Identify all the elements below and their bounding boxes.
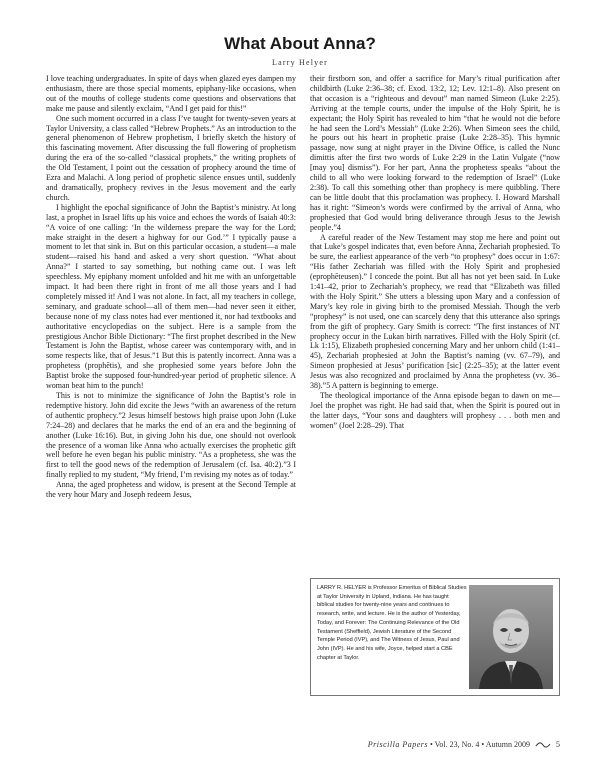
paragraph: The theological importance of the Anna episode began to dawn on me—Joel the prophet was right. He had said that, when the Spirit is poured out in the latter days, “Your sons and daughters will prophesy . . . both men and women” (Joel 2:28–29). That [310,391,560,430]
issue-info: • Vol. 23, No. 4 • Autumn 2009 [430,740,530,749]
author-bio-text: LARRY R. HELYER is Professor Emeritus of Biblical Studies at Taylor University in Upland, Indiana. He has taught biblical studies for twenty-nine years and continues to research, write, and lecture. He is the author of Yesterday, Today, and Forever: The Continuing Relevance of the Old Testament (Sheffield), Jewish Literature of the Second Temple Period (IVP), and The Witness of Jesus, Paul and John (IVP). He and his wife, Joyce, helped start a CBE chapter at Taylor. [317,585,467,661]
paragraph: This is not to minimize the significance of John the Baptist’s role in redemptive history. John did excite the Jews “with an awareness of the return of authentic prophecy.”2 Jesus himself bestows high praise upon John (Luke 7:24–28) and declares that he marks the end of an era and the beginning of another (Luke 16:16). But, in giving John his due, one should not overlook the presence of a woman like Anna who actually exercises the prophetic gift well before he even began his public ministry. “As a prophetess, she was the first to tell the good news of the redemption of Jerusalem (cf. Isa. 40:2).”3 I finally replied to my student, “My friend, I’m revising my notes as of today.” [46,391,296,480]
author-bio-box [310,578,560,696]
paragraph: Anna, the aged prophetess and widow, is present at the Second Temple at the very hour Mary and Joseph redeem Jesus, [46,480,296,500]
paragraph: I highlight the epochal significance of John the Baptist’s ministry. At long last, a prophet in Israel lifts up his voice and echoes the words of Isaiah 40:3: “A voice of one calling: ‘In the wilderness prepare the way for the Lord; make straight in the desert a highway for our God.’” I typically pause a moment to let that sink in. But on this particular occasion, a student—a male student—raised his hand and asked a very short question. “What about Anna?” I started to say something, but nothing came out. I was left speechless. My epiphany moment unfolded and hit me with an unforgettable impact. It had been there right in front of me all those years and I had completely missed it! And I was not alone. In fact, all my teachers in college, seminary, and graduate school—all of them men—had never seen it either, because none of my class notes had ever mentioned it, nor had textbooks and authoritative encyclopedias on the subject. Here is a sample from the prestigious Anchor Bible Dictionary: “The first prophet described in the New Testament is John the Baptist, whose career was contemporary with, and in some respects like, that of Jesus.”1 But this is patently incorrect. Anna was a prophetess (prophētis), and she prophesied some years before John the Baptist broke the supposed four-hundred-year period of prophetic silence. A woman beat him to the punch! [46,202,296,391]
tilde-ornament-icon [535,741,551,749]
journal-name: Priscilla Papers [367,740,429,749]
author-photo [469,585,553,689]
left-column [46,74,296,750]
article-title: What About Anna? [224,34,376,53]
paragraph: I love teaching undergraduates. In spite of days when glazed eyes dampen my enthusiasm, there are those special moments, epiphany-like occasions, when out of the mouths of college students come questions and observations that make me pause and silently exclaim, “And I get paid for this!” [46,74,296,113]
paragraph: A careful reader of the New Testament may stop me here and point out that Luke’s gospel indicates that, even before Anna, Zechariah prophesied. To be sure, the earliest appearance of the verb “to prophesy” does occur in 1:67: “His father Zechariah was filled with the Holy Spirit and prophesied (eprophēteusen).” I concede the point. But all has not yet been said. In Luke 1:41–42, prior to Zechariah’s prophecy, we read that “Elizabeth was filled with the Holy Spirit.” She utters a blessing upon Mary and a confession of Mary’s key role in giving birth to the promised Messiah. Though the verb “prophesy” is not used, one can scarcely deny that this utterance also springs from the gift of prophecy. Gary Smith is correct: “The first instances of NT prophecy occur in the Lukan birth narratives. Filled with the Holy Spirit (cf. Lk 1:15), Elizabeth prophesied concerning Mary and her unborn child (1:41–45), Zechariah prophesied at John the Baptist’s naming (vv. 67–79), and Simeon prophesied at Jesus’ purification [sic] (2:25–35); at the latter event Jesus was also recognized and proclaimed by Anna the prophetess (vv. 36–38).”5 A pattern is beginning to emerge. [310,232,560,391]
author-byline: Larry Helyer [272,58,328,67]
page-footer [368,740,560,749]
paragraph: One such moment occurred in a class I’ve taught for twenty-seven years at Taylor University, a class called “Hebrew Prophets.” As an introduction to the general phenomenon of Hebrew prophetism, I briefly sketch the history of this fascinating movement. After discussing the full flowering of prophetism during the era of the so-called “classical prophets,” the writing prophets of the Old Testament, I point out the cessation of prophecy around the time of Ezra and Malachi. A long period of prophetic silence ensues until, suddenly and dramatically, prophecy revives in the Jesus movement and the early church. [46,113,296,202]
page-number: 5 [556,740,560,749]
paragraph: their firstborn son, and offer a sacrifice for Mary’s ritual purification after childbirth (Luke 2:36–38; cf. Exod. 13:2, 12; Lev. 12:1–8). Also present on that occasion is a “righteous and devout” man named Simeon (Luke 2:25). Arriving at the temple courts, under the impulse of the Holy Spirit, he is expectant; the Holy Spirit has revealed to him “that he would not die before he had seen the Lord’s Messiah” (Luke 2:26). When Simeon sees the child, he pours out his heart in prophetic praise (Luke 2:28–35). This hymnic passage, now sung at night prayer in the Divine Office, is called the Nunc dimittis after the first two words of Luke 2:29 in the Latin Vulgate (“now [may you] dismiss”). For her part, Anna the prophetess speaks “about the child to all who were looking forward to the redemption of Israel” (Luke 2:38). To call this something other than prophecy is mere quibbling. There can be little doubt that this proclamation was prophecy. I. Howard Marshall has it right: “Simeon’s words were confirmed by the arrival of Anna, who prophesied that God would bring deliverance through Jesus to the Jewish people.”4 [310,74,560,232]
